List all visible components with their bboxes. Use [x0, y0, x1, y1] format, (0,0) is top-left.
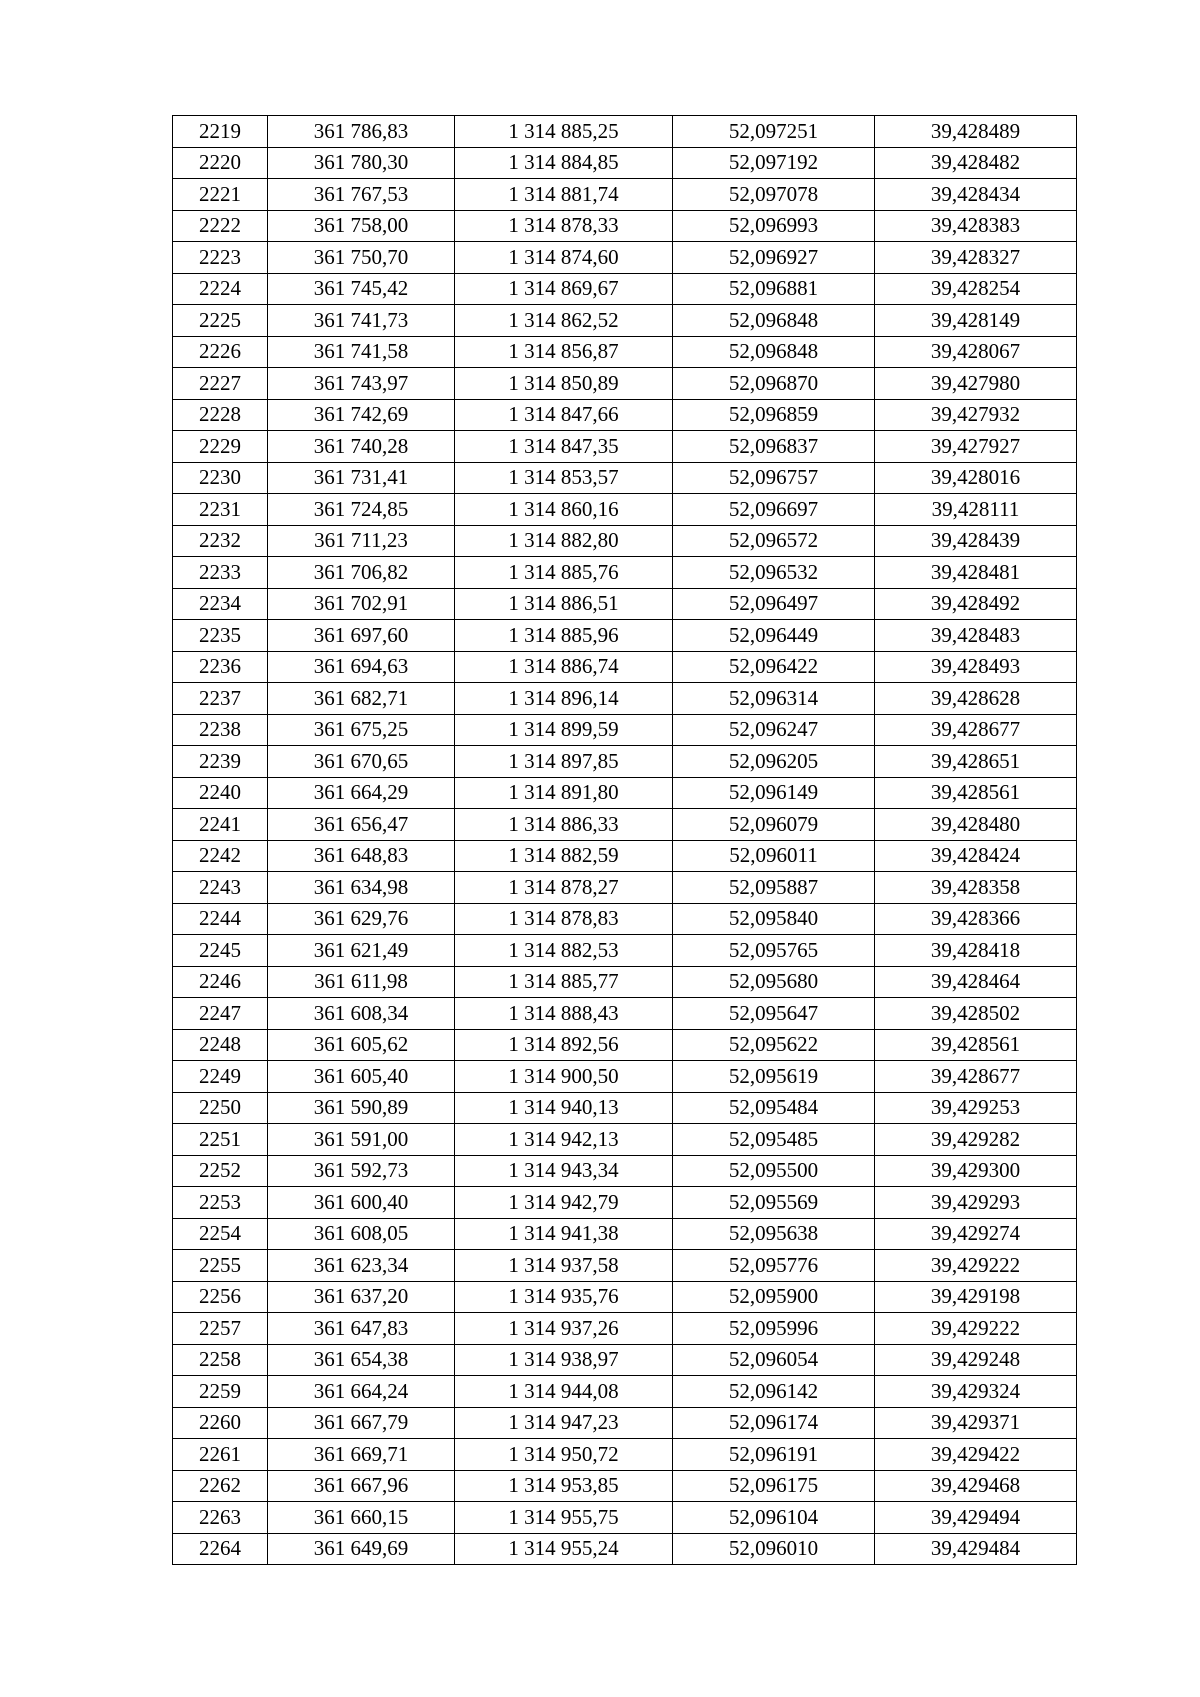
coord-x-cell: 361 664,29	[268, 777, 455, 809]
point-number-cell: 2262	[173, 1470, 268, 1502]
coord-y-cell: 1 314 937,26	[455, 1313, 673, 1345]
latitude-cell: 52,096174	[673, 1407, 875, 1439]
coord-x-cell: 361 608,34	[268, 998, 455, 1030]
point-number-cell: 2252	[173, 1155, 268, 1187]
coord-y-cell: 1 314 944,08	[455, 1376, 673, 1408]
coord-y-cell: 1 314 878,33	[455, 210, 673, 242]
latitude-cell: 52,095776	[673, 1250, 875, 1282]
latitude-cell: 52,095485	[673, 1124, 875, 1156]
coord-x-cell: 361 590,89	[268, 1092, 455, 1124]
longitude-cell: 39,428016	[875, 462, 1077, 494]
latitude-cell: 52,096497	[673, 588, 875, 620]
coord-x-cell: 361 611,98	[268, 966, 455, 998]
point-number-cell: 2220	[173, 147, 268, 179]
longitude-cell: 39,428493	[875, 651, 1077, 683]
point-number-cell: 2242	[173, 840, 268, 872]
coord-y-cell: 1 314 938,97	[455, 1344, 673, 1376]
table-row	[173, 966, 1077, 998]
longitude-cell: 39,429494	[875, 1502, 1077, 1534]
coord-y-cell: 1 314 850,89	[455, 368, 673, 400]
point-number-cell: 2238	[173, 714, 268, 746]
longitude-cell: 39,429293	[875, 1187, 1077, 1219]
point-number-cell: 2250	[173, 1092, 268, 1124]
table-row	[173, 1313, 1077, 1345]
table-row	[173, 935, 1077, 967]
table-row	[173, 1502, 1077, 1534]
table-row	[173, 242, 1077, 274]
point-number-cell: 2225	[173, 305, 268, 337]
coord-y-cell: 1 314 886,33	[455, 809, 673, 841]
coord-y-cell: 1 314 885,76	[455, 557, 673, 589]
longitude-cell: 39,428254	[875, 273, 1077, 305]
point-number-cell: 2221	[173, 179, 268, 211]
point-number-cell: 2233	[173, 557, 268, 589]
coord-y-cell: 1 314 955,75	[455, 1502, 673, 1534]
table-row	[173, 1533, 1077, 1565]
longitude-cell: 39,428502	[875, 998, 1077, 1030]
table-row	[173, 1187, 1077, 1219]
point-number-cell: 2231	[173, 494, 268, 526]
point-number-cell: 2226	[173, 336, 268, 368]
longitude-cell: 39,428651	[875, 746, 1077, 778]
longitude-cell: 39,429274	[875, 1218, 1077, 1250]
coord-x-cell: 361 660,15	[268, 1502, 455, 1534]
latitude-cell: 52,095765	[673, 935, 875, 967]
coord-y-cell: 1 314 881,74	[455, 179, 673, 211]
table-row	[173, 1344, 1077, 1376]
longitude-cell: 39,428067	[875, 336, 1077, 368]
table-row	[173, 1124, 1077, 1156]
table-row	[173, 1470, 1077, 1502]
coord-x-cell: 361 623,34	[268, 1250, 455, 1282]
coord-x-cell: 361 664,24	[268, 1376, 455, 1408]
point-number-cell: 2257	[173, 1313, 268, 1345]
point-number-cell: 2234	[173, 588, 268, 620]
latitude-cell: 52,096757	[673, 462, 875, 494]
latitude-cell: 52,096175	[673, 1470, 875, 1502]
coord-y-cell: 1 314 853,57	[455, 462, 673, 494]
latitude-cell: 52,096449	[673, 620, 875, 652]
longitude-cell: 39,428418	[875, 935, 1077, 967]
latitude-cell: 52,096079	[673, 809, 875, 841]
table-row	[173, 1061, 1077, 1093]
longitude-cell: 39,428481	[875, 557, 1077, 589]
latitude-cell: 52,095680	[673, 966, 875, 998]
point-number-cell: 2264	[173, 1533, 268, 1565]
coord-y-cell: 1 314 897,85	[455, 746, 673, 778]
coord-x-cell: 361 742,69	[268, 399, 455, 431]
table-row	[173, 651, 1077, 683]
longitude-cell: 39,429422	[875, 1439, 1077, 1471]
point-number-cell: 2263	[173, 1502, 268, 1534]
coord-y-cell: 1 314 885,25	[455, 116, 673, 148]
coord-x-cell: 361 667,96	[268, 1470, 455, 1502]
point-number-cell: 2237	[173, 683, 268, 715]
coord-y-cell: 1 314 886,51	[455, 588, 673, 620]
coord-y-cell: 1 314 942,13	[455, 1124, 673, 1156]
coord-y-cell: 1 314 882,59	[455, 840, 673, 872]
coord-x-cell: 361 629,76	[268, 903, 455, 935]
latitude-cell: 52,095840	[673, 903, 875, 935]
coord-y-cell: 1 314 856,87	[455, 336, 673, 368]
coord-x-cell: 361 694,63	[268, 651, 455, 683]
latitude-cell: 52,096054	[673, 1344, 875, 1376]
longitude-cell: 39,429222	[875, 1313, 1077, 1345]
coord-x-cell: 361 605,62	[268, 1029, 455, 1061]
coord-x-cell: 361 758,00	[268, 210, 455, 242]
coord-y-cell: 1 314 882,80	[455, 525, 673, 557]
latitude-cell: 52,095500	[673, 1155, 875, 1187]
coord-x-cell: 361 637,20	[268, 1281, 455, 1313]
point-number-cell: 2240	[173, 777, 268, 809]
longitude-cell: 39,428561	[875, 1029, 1077, 1061]
latitude-cell: 52,096881	[673, 273, 875, 305]
coord-x-cell: 361 656,47	[268, 809, 455, 841]
table-row	[173, 147, 1077, 179]
latitude-cell: 52,097251	[673, 116, 875, 148]
point-number-cell: 2219	[173, 116, 268, 148]
longitude-cell: 39,429248	[875, 1344, 1077, 1376]
coord-x-cell: 361 743,97	[268, 368, 455, 400]
longitude-cell: 39,429300	[875, 1155, 1077, 1187]
table-row	[173, 1407, 1077, 1439]
latitude-cell: 52,095619	[673, 1061, 875, 1093]
coord-y-cell: 1 314 874,60	[455, 242, 673, 274]
latitude-cell: 52,096191	[673, 1439, 875, 1471]
longitude-cell: 39,428483	[875, 620, 1077, 652]
point-number-cell: 2256	[173, 1281, 268, 1313]
table-row	[173, 809, 1077, 841]
longitude-cell: 39,429324	[875, 1376, 1077, 1408]
coord-y-cell: 1 314 888,43	[455, 998, 673, 1030]
point-number-cell: 2244	[173, 903, 268, 935]
coord-y-cell: 1 314 950,72	[455, 1439, 673, 1471]
coord-x-cell: 361 706,82	[268, 557, 455, 589]
point-number-cell: 2223	[173, 242, 268, 274]
longitude-cell: 39,428628	[875, 683, 1077, 715]
longitude-cell: 39,428489	[875, 116, 1077, 148]
table-row	[173, 494, 1077, 526]
coordinates-table-body	[173, 116, 1077, 1565]
point-number-cell: 2260	[173, 1407, 268, 1439]
latitude-cell: 52,095484	[673, 1092, 875, 1124]
coord-y-cell: 1 314 847,66	[455, 399, 673, 431]
coord-y-cell: 1 314 892,56	[455, 1029, 673, 1061]
table-row	[173, 998, 1077, 1030]
coord-x-cell: 361 605,40	[268, 1061, 455, 1093]
coord-x-cell: 361 667,79	[268, 1407, 455, 1439]
coord-x-cell: 361 654,38	[268, 1344, 455, 1376]
point-number-cell: 2235	[173, 620, 268, 652]
coord-x-cell: 361 786,83	[268, 116, 455, 148]
latitude-cell: 52,096697	[673, 494, 875, 526]
coord-x-cell: 361 592,73	[268, 1155, 455, 1187]
coord-y-cell: 1 314 885,77	[455, 966, 673, 998]
coord-x-cell: 361 675,25	[268, 714, 455, 746]
table-row	[173, 1218, 1077, 1250]
table-row	[173, 525, 1077, 557]
longitude-cell: 39,428434	[875, 179, 1077, 211]
coord-x-cell: 361 648,83	[268, 840, 455, 872]
latitude-cell: 52,096422	[673, 651, 875, 683]
latitude-cell: 52,096532	[673, 557, 875, 589]
point-number-cell: 2239	[173, 746, 268, 778]
point-number-cell: 2247	[173, 998, 268, 1030]
point-number-cell: 2258	[173, 1344, 268, 1376]
longitude-cell: 39,428383	[875, 210, 1077, 242]
latitude-cell: 52,096993	[673, 210, 875, 242]
coord-x-cell: 361 702,91	[268, 588, 455, 620]
coord-y-cell: 1 314 891,80	[455, 777, 673, 809]
coord-x-cell: 361 669,71	[268, 1439, 455, 1471]
coord-y-cell: 1 314 882,53	[455, 935, 673, 967]
table-row	[173, 1250, 1077, 1282]
coord-y-cell: 1 314 941,38	[455, 1218, 673, 1250]
table-row	[173, 1092, 1077, 1124]
coord-y-cell: 1 314 899,59	[455, 714, 673, 746]
point-number-cell: 2245	[173, 935, 268, 967]
coord-y-cell: 1 314 947,23	[455, 1407, 673, 1439]
coord-y-cell: 1 314 878,27	[455, 872, 673, 904]
coord-y-cell: 1 314 869,67	[455, 273, 673, 305]
longitude-cell: 39,428327	[875, 242, 1077, 274]
longitude-cell: 39,428677	[875, 714, 1077, 746]
latitude-cell: 52,097078	[673, 179, 875, 211]
longitude-cell: 39,427927	[875, 431, 1077, 463]
point-number-cell: 2232	[173, 525, 268, 557]
longitude-cell: 39,429222	[875, 1250, 1077, 1282]
point-number-cell: 2259	[173, 1376, 268, 1408]
coord-y-cell: 1 314 900,50	[455, 1061, 673, 1093]
point-number-cell: 2249	[173, 1061, 268, 1093]
longitude-cell: 39,427932	[875, 399, 1077, 431]
table-row	[173, 746, 1077, 778]
coord-x-cell: 361 741,73	[268, 305, 455, 337]
coord-y-cell: 1 314 937,58	[455, 1250, 673, 1282]
table-row	[173, 273, 1077, 305]
point-number-cell: 2229	[173, 431, 268, 463]
latitude-cell: 52,096011	[673, 840, 875, 872]
point-number-cell: 2253	[173, 1187, 268, 1219]
latitude-cell: 52,096848	[673, 305, 875, 337]
point-number-cell: 2246	[173, 966, 268, 998]
coord-y-cell: 1 314 896,14	[455, 683, 673, 715]
coord-y-cell: 1 314 884,85	[455, 147, 673, 179]
coord-y-cell: 1 314 885,96	[455, 620, 673, 652]
longitude-cell: 39,428111	[875, 494, 1077, 526]
point-number-cell: 2248	[173, 1029, 268, 1061]
table-row	[173, 336, 1077, 368]
table-row	[173, 620, 1077, 652]
coord-x-cell: 361 600,40	[268, 1187, 455, 1219]
coord-y-cell: 1 314 878,83	[455, 903, 673, 935]
table-row	[173, 1439, 1077, 1471]
longitude-cell: 39,428464	[875, 966, 1077, 998]
latitude-cell: 52,095647	[673, 998, 875, 1030]
latitude-cell: 52,095900	[673, 1281, 875, 1313]
latitude-cell: 52,096149	[673, 777, 875, 809]
coord-x-cell: 361 780,30	[268, 147, 455, 179]
latitude-cell: 52,096859	[673, 399, 875, 431]
latitude-cell: 52,095996	[673, 1313, 875, 1345]
latitude-cell: 52,096142	[673, 1376, 875, 1408]
longitude-cell: 39,429253	[875, 1092, 1077, 1124]
table-row	[173, 903, 1077, 935]
latitude-cell: 52,095887	[673, 872, 875, 904]
longitude-cell: 39,429468	[875, 1470, 1077, 1502]
longitude-cell: 39,429282	[875, 1124, 1077, 1156]
longitude-cell: 39,428480	[875, 809, 1077, 841]
latitude-cell: 52,095622	[673, 1029, 875, 1061]
coord-y-cell: 1 314 953,85	[455, 1470, 673, 1502]
longitude-cell: 39,428439	[875, 525, 1077, 557]
longitude-cell: 39,427980	[875, 368, 1077, 400]
table-row	[173, 399, 1077, 431]
table-row	[173, 683, 1077, 715]
coord-y-cell: 1 314 942,79	[455, 1187, 673, 1219]
longitude-cell: 39,429371	[875, 1407, 1077, 1439]
coord-x-cell: 361 740,28	[268, 431, 455, 463]
coord-y-cell: 1 314 847,35	[455, 431, 673, 463]
table-row	[173, 588, 1077, 620]
point-number-cell: 2251	[173, 1124, 268, 1156]
point-number-cell: 2227	[173, 368, 268, 400]
coord-x-cell: 361 750,70	[268, 242, 455, 274]
table-row	[173, 368, 1077, 400]
latitude-cell: 52,096870	[673, 368, 875, 400]
coord-x-cell: 361 634,98	[268, 872, 455, 904]
coord-y-cell: 1 314 940,13	[455, 1092, 673, 1124]
coord-x-cell: 361 711,23	[268, 525, 455, 557]
table-row	[173, 179, 1077, 211]
latitude-cell: 52,096205	[673, 746, 875, 778]
latitude-cell: 52,095638	[673, 1218, 875, 1250]
point-number-cell: 2228	[173, 399, 268, 431]
longitude-cell: 39,428424	[875, 840, 1077, 872]
point-number-cell: 2236	[173, 651, 268, 683]
point-number-cell: 2261	[173, 1439, 268, 1471]
longitude-cell: 39,428482	[875, 147, 1077, 179]
longitude-cell: 39,428677	[875, 1061, 1077, 1093]
coord-x-cell: 361 767,53	[268, 179, 455, 211]
point-number-cell: 2243	[173, 872, 268, 904]
table-row	[173, 210, 1077, 242]
latitude-cell: 52,097192	[673, 147, 875, 179]
point-number-cell: 2254	[173, 1218, 268, 1250]
latitude-cell: 52,095569	[673, 1187, 875, 1219]
point-number-cell: 2224	[173, 273, 268, 305]
table-row	[173, 872, 1077, 904]
table-row	[173, 777, 1077, 809]
table-row	[173, 116, 1077, 148]
coord-y-cell: 1 314 955,24	[455, 1533, 673, 1565]
coord-x-cell: 361 724,85	[268, 494, 455, 526]
table-row	[173, 305, 1077, 337]
longitude-cell: 39,428492	[875, 588, 1077, 620]
table-row	[173, 1029, 1077, 1061]
point-number-cell: 2230	[173, 462, 268, 494]
coord-y-cell: 1 314 862,52	[455, 305, 673, 337]
table-row	[173, 431, 1077, 463]
longitude-cell: 39,429198	[875, 1281, 1077, 1313]
table-row	[173, 462, 1077, 494]
table-row	[173, 840, 1077, 872]
latitude-cell: 52,096837	[673, 431, 875, 463]
coord-x-cell: 361 647,83	[268, 1313, 455, 1345]
latitude-cell: 52,096247	[673, 714, 875, 746]
coord-x-cell: 361 741,58	[268, 336, 455, 368]
coord-x-cell: 361 670,65	[268, 746, 455, 778]
coordinates-table	[172, 115, 1077, 1565]
coord-y-cell: 1 314 886,74	[455, 651, 673, 683]
coord-x-cell: 361 591,00	[268, 1124, 455, 1156]
latitude-cell: 52,096572	[673, 525, 875, 557]
point-number-cell: 2222	[173, 210, 268, 242]
longitude-cell: 39,428358	[875, 872, 1077, 904]
coord-x-cell: 361 608,05	[268, 1218, 455, 1250]
table-row	[173, 1376, 1077, 1408]
coord-x-cell: 361 649,69	[268, 1533, 455, 1565]
latitude-cell: 52,096927	[673, 242, 875, 274]
longitude-cell: 39,428561	[875, 777, 1077, 809]
coord-x-cell: 361 682,71	[268, 683, 455, 715]
table-row	[173, 714, 1077, 746]
point-number-cell: 2241	[173, 809, 268, 841]
latitude-cell: 52,096314	[673, 683, 875, 715]
coord-y-cell: 1 314 860,16	[455, 494, 673, 526]
coord-x-cell: 361 745,42	[268, 273, 455, 305]
table-row	[173, 1281, 1077, 1313]
latitude-cell: 52,096848	[673, 336, 875, 368]
point-number-cell: 2255	[173, 1250, 268, 1282]
longitude-cell: 39,429484	[875, 1533, 1077, 1565]
coord-x-cell: 361 731,41	[268, 462, 455, 494]
longitude-cell: 39,428366	[875, 903, 1077, 935]
table-row	[173, 1155, 1077, 1187]
coord-x-cell: 361 621,49	[268, 935, 455, 967]
table-row	[173, 557, 1077, 589]
latitude-cell: 52,096010	[673, 1533, 875, 1565]
longitude-cell: 39,428149	[875, 305, 1077, 337]
latitude-cell: 52,096104	[673, 1502, 875, 1534]
coord-y-cell: 1 314 935,76	[455, 1281, 673, 1313]
coord-x-cell: 361 697,60	[268, 620, 455, 652]
coord-y-cell: 1 314 943,34	[455, 1155, 673, 1187]
